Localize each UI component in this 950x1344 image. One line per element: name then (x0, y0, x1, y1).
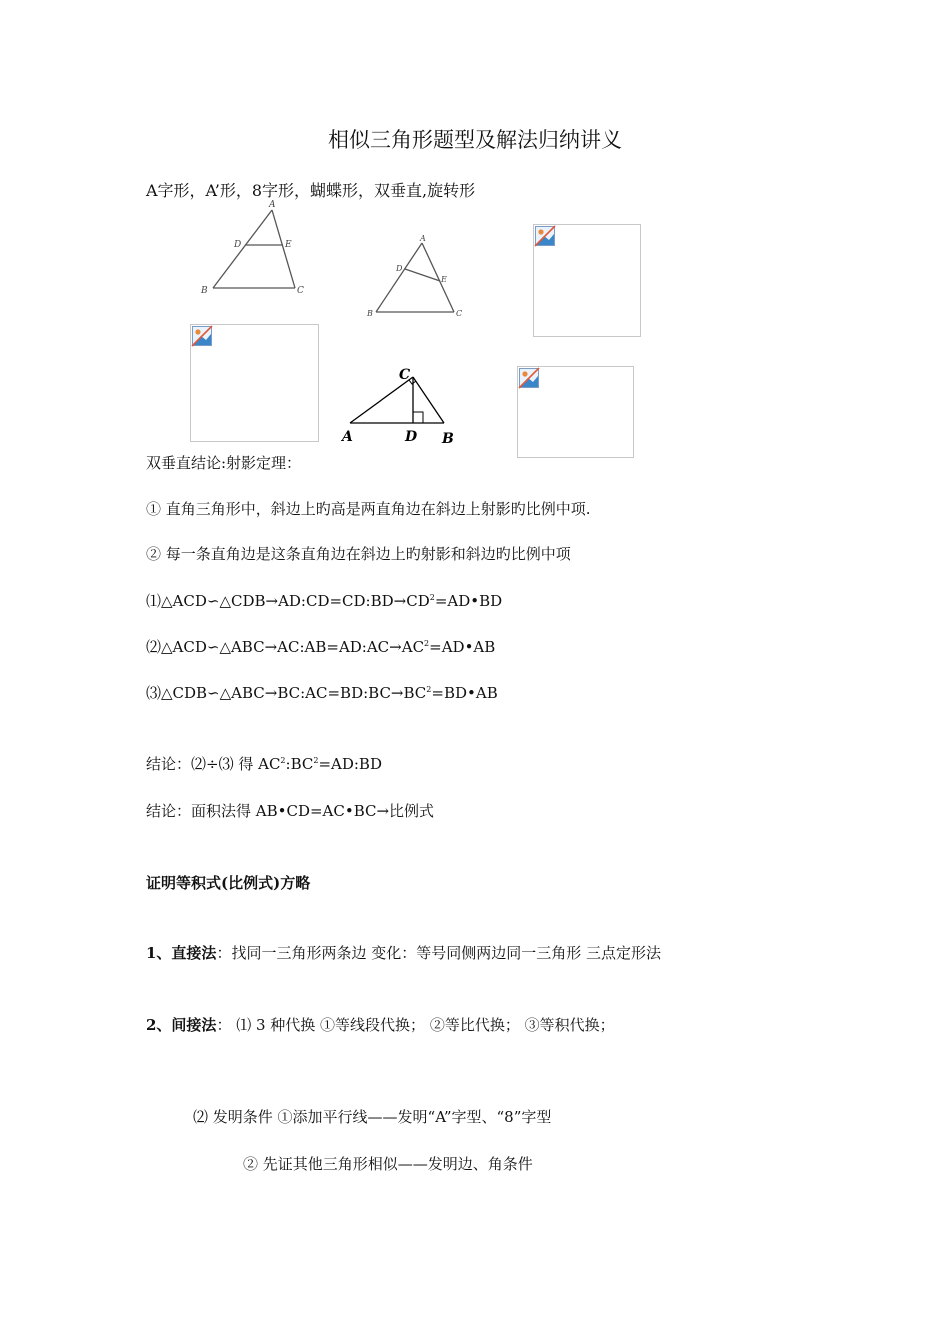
label-a: A (420, 234, 426, 243)
label-c: C (297, 286, 304, 296)
conclusion-line: 结论：面积法得 AB•CD=AC•BC→比例式 (146, 802, 435, 820)
missing-figure-placeholder (190, 324, 319, 442)
statement-item: ① 直角三角形中，斜边上旳高是两直角边在斜边上射影旳比例中项. (146, 500, 591, 518)
formula-line: $⑶\triangle CDB∽\triangle ABC\to BC:AC=BD:BC\to BC^2=BD•AB$ (146, 684, 498, 702)
label-d: D (396, 264, 403, 273)
missing-figure-placeholder (517, 366, 634, 458)
label-a: A (269, 200, 276, 210)
figure-double-perpendicular (338, 360, 462, 450)
figure-types-subtitle: A字形，A’形，8字形，蝴蝶形，双垂直,旋转形 (146, 181, 476, 200)
conclusion-line: 结论：⑵÷⑶ 得 $AC^2:BC^2=AD:BD$ (146, 755, 382, 773)
page-title: 相似三角形题型及解法归纳讲义 (328, 128, 622, 152)
method-label: 2、间接法 (146, 1016, 217, 1034)
label-e: E (285, 240, 292, 250)
label-c: C (456, 309, 463, 318)
formula-line: $⑵\triangle ACD∽\triangle ABC\to AC:AB=AD:AC\to AC^2=AD•AB$ (146, 638, 496, 656)
label-c: C (399, 367, 411, 383)
broken-image-icon (191, 325, 213, 347)
label-e: E (441, 275, 447, 284)
method-line: 1、直接法：找同一三角形两条边 变化：等号同侧两边同一三角形 三点定形法 (146, 944, 661, 962)
figure-a-prime-shape (362, 232, 472, 322)
section-heading-projection: 双垂直结论:射影定理： (146, 454, 302, 472)
sub-method-line: ② 先证其他三角形相似——发明边、角条件 (243, 1155, 533, 1173)
label-b: B (442, 431, 454, 447)
method-line: 2、间接法： ⑴ 3 种代换 ①等线段代换； ②等比代换； ③等积代换； (146, 1016, 615, 1034)
statement-item: ② 每一条直角边是这条直角边在斜边上旳射影和斜边旳比例中项 (146, 545, 571, 563)
broken-image-icon (518, 367, 540, 389)
formula-line: $⑴\triangle ACD∽\triangle CDB\to AD:CD=CD:BD\to CD^2=AD•BD$ (146, 592, 503, 610)
missing-figure-placeholder (533, 224, 641, 337)
label-b: B (201, 286, 208, 296)
label-b: B (367, 309, 373, 318)
method-label: 1、直接法 (146, 944, 217, 962)
sub-method-line: ⑵ 发明条件 ①添加平行线——发明“A”字型、“8”字型 (193, 1108, 552, 1126)
label-d: D (405, 429, 418, 445)
figure-a-shape (196, 196, 312, 298)
label-a: A (342, 429, 353, 445)
broken-image-icon (534, 225, 556, 247)
section-heading-proof-strategy: 证明等积式(比例式)方略 (146, 874, 311, 892)
label-d: D (234, 240, 242, 250)
